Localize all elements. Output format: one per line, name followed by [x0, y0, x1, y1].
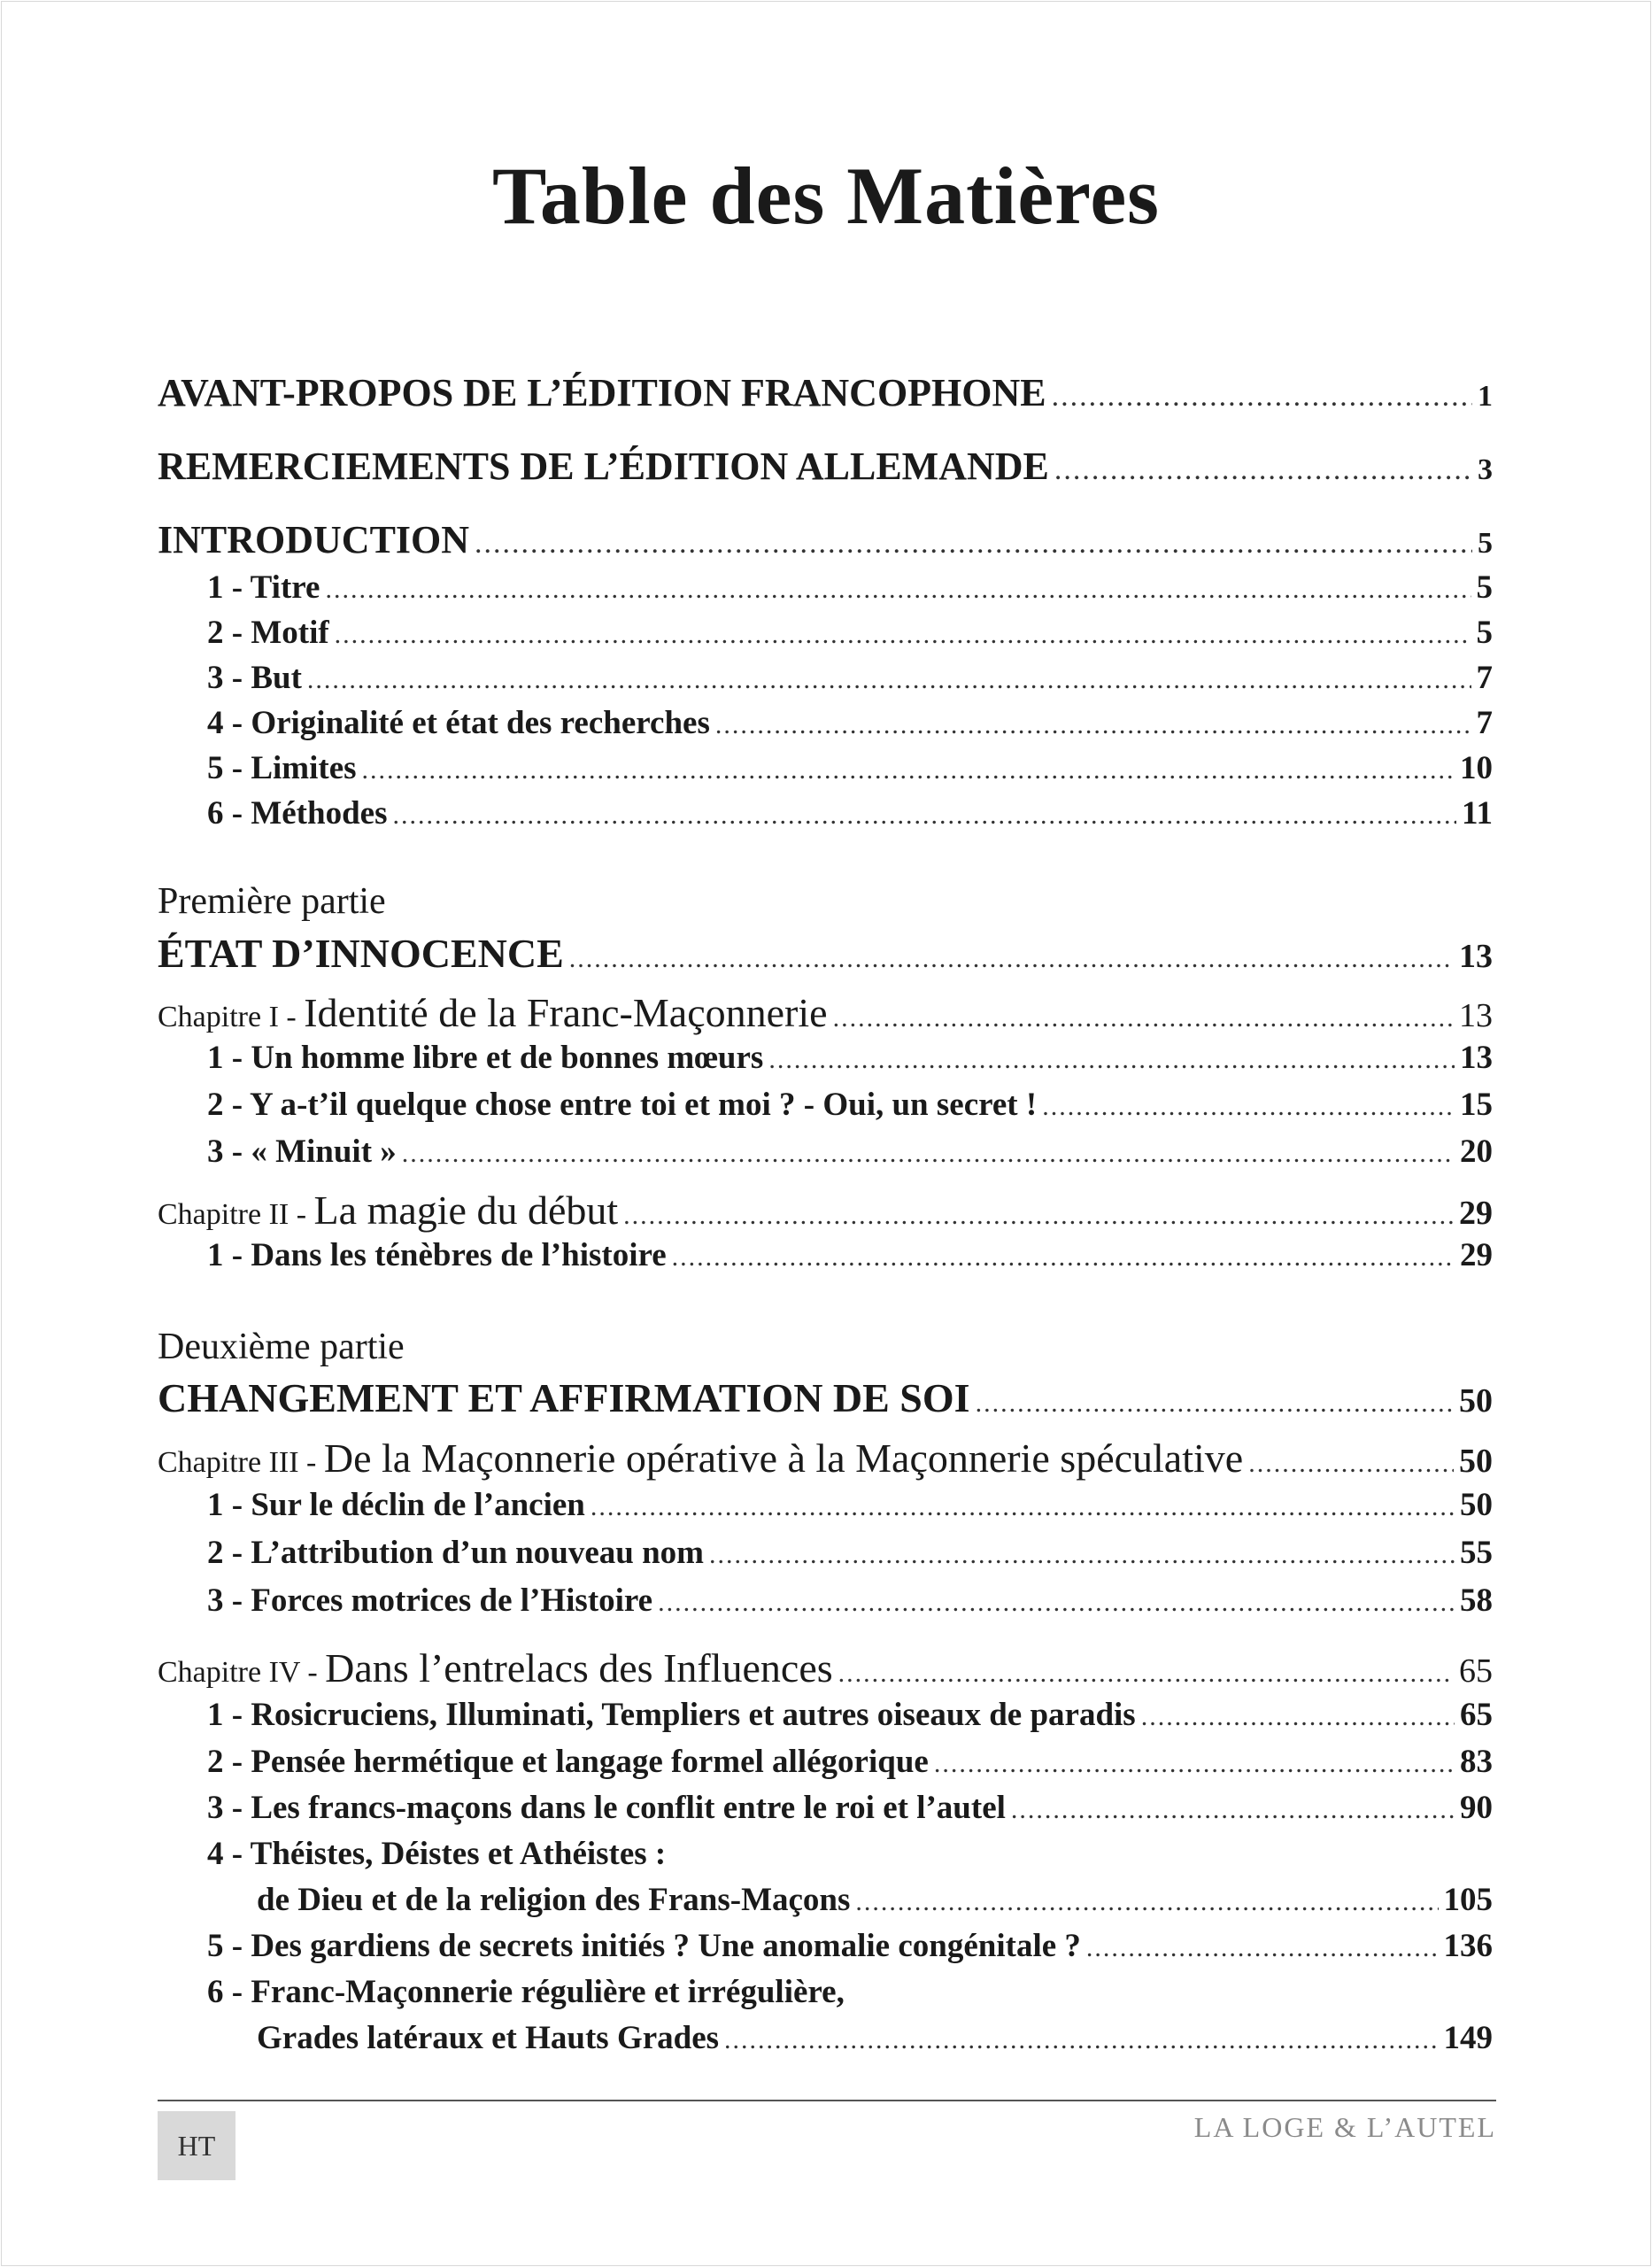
- toc-item-page: 55: [1460, 1535, 1493, 1571]
- page-title-text: Table des Matières: [492, 151, 1160, 241]
- toc-item-text: 3 - But: [207, 660, 302, 696]
- toc-part-title[interactable]: [158, 1374, 1493, 1421]
- toc-item-page: 58: [1460, 1582, 1493, 1619]
- toc-chapter[interactable]: [158, 1644, 1493, 1691]
- toc-entry-page: 1: [1478, 380, 1493, 413]
- toc-item-text: 2 - Motif: [207, 615, 329, 651]
- toc-item-first-line[interactable]: [158, 1835, 1493, 1873]
- toc-item[interactable]: [158, 1789, 1493, 1827]
- toc-item-text: 2 - L’attribution d’un nouveau nom: [207, 1535, 704, 1571]
- leader-dots: [1042, 1092, 1455, 1122]
- toc-item[interactable]: [158, 1236, 1493, 1274]
- chapter-name: De la Maçonnerie opérative à la Maçonnerie spéculative: [323, 1435, 1244, 1481]
- toc-item[interactable]: [158, 1486, 1493, 1524]
- toc-item-page: 65: [1460, 1697, 1493, 1733]
- part-label: Deuxième partie: [158, 1327, 405, 1367]
- toc-item-page: 29: [1460, 1237, 1493, 1273]
- toc-item-page: 105: [1443, 1882, 1493, 1918]
- toc-item[interactable]: [158, 749, 1493, 787]
- leader-dots: [1054, 453, 1472, 487]
- chapter-page: 65: [1459, 1652, 1493, 1690]
- chapter-name: Dans l’entrelacs des Influences: [325, 1645, 833, 1691]
- toc-item-text: 3 - Forces motrices de l’Histoire: [207, 1582, 653, 1619]
- toc-item[interactable]: [158, 1582, 1493, 1620]
- toc-item-page: 11: [1462, 795, 1493, 832]
- chapter-heading: [158, 1644, 833, 1691]
- chapter-label: Chapitre I -: [158, 1001, 305, 1033]
- toc-item-page: 10: [1460, 750, 1493, 786]
- toc-item-text: 5 - Des gardiens de secrets initiés ? Une anomalie congénitale ?: [207, 1928, 1081, 1964]
- toc-item-page: 15: [1460, 1087, 1493, 1123]
- toc-item[interactable]: [158, 1696, 1493, 1734]
- toc-item[interactable]: [158, 1086, 1493, 1124]
- toc-item-page: 7: [1476, 705, 1493, 741]
- toc-item-page: 20: [1460, 1134, 1493, 1170]
- toc-item[interactable]: [158, 704, 1493, 742]
- leader-dots: [1248, 1449, 1454, 1479]
- toc-entry-text: REMERCIEMENTS DE L’ÉDITION ALLEMANDE: [158, 445, 1049, 488]
- footer-book-title: LA LOGE & L’AUTEL: [1193, 2111, 1496, 2143]
- toc-item[interactable]: [158, 1927, 1493, 1965]
- leader-dots: [709, 1540, 1455, 1570]
- chapter-name: Identité de la Franc-Maçonnerie: [304, 990, 828, 1035]
- leader-dots: [658, 1588, 1455, 1618]
- toc-item-text: 4 - Théistes, Déistes et Athéistes :: [207, 1836, 667, 1872]
- chapter-label: Chapitre IV -: [158, 1656, 326, 1689]
- part-title-text: ÉTAT D’INNOCENCE: [158, 931, 564, 976]
- toc-item-page: 7: [1476, 660, 1493, 696]
- leader-dots: [1086, 1933, 1439, 1963]
- toc-item[interactable]: [158, 1743, 1493, 1781]
- leader-dots: [833, 1003, 1454, 1033]
- toc-chapter[interactable]: [158, 1435, 1493, 1482]
- toc-item-page: 13: [1460, 1040, 1493, 1076]
- toc-item[interactable]: [158, 614, 1493, 652]
- footer-divider: [158, 2100, 1496, 2101]
- toc-item-text: 1 - Titre: [207, 569, 320, 606]
- toc-item[interactable]: [158, 1039, 1493, 1077]
- leader-dots: [1141, 1702, 1455, 1732]
- toc-item-page: 90: [1460, 1790, 1493, 1826]
- toc-entry-text: INTRODUCTION: [158, 518, 470, 561]
- toc-item-continuation[interactable]: [158, 2019, 1493, 2057]
- toc-entry-avant-propos[interactable]: [158, 370, 1493, 415]
- toc-item-text: 5 - Limites: [207, 750, 357, 786]
- leader-dots: [855, 1887, 1438, 1917]
- leader-dots: [715, 710, 1471, 740]
- leader-dots: [724, 2025, 1438, 2055]
- toc-item[interactable]: [158, 659, 1493, 697]
- part-title-page: 13: [1459, 938, 1493, 975]
- toc-item-continuation[interactable]: [158, 1881, 1493, 1919]
- leader-dots: [325, 575, 1471, 605]
- leader-dots: [768, 1045, 1455, 1075]
- leader-dots: [623, 1201, 1454, 1231]
- toc-entry-text: AVANT-PROPOS DE L’ÉDITION FRANCOPHONE: [158, 371, 1046, 414]
- leader-dots: [335, 620, 1471, 650]
- toc-item-page: 5: [1476, 615, 1493, 651]
- leader-dots: [1052, 380, 1472, 414]
- page-title: [0, 151, 1652, 241]
- leader-dots: [591, 1492, 1455, 1522]
- chapter-label: Chapitre II -: [158, 1198, 314, 1231]
- toc-item-text: 3 - Les francs-maçons dans le conflit entre le roi et l’autel: [207, 1790, 1006, 1826]
- part-title-text: CHANGEMENT ET AFFIRMATION DE SOI: [158, 1375, 970, 1420]
- toc-entry-page: 3: [1478, 453, 1493, 486]
- leader-dots: [569, 944, 1454, 974]
- chapter-page: 13: [1459, 997, 1493, 1034]
- leader-dots: [402, 1139, 1455, 1169]
- chapter-heading: [158, 1187, 618, 1234]
- leader-dots: [307, 665, 1471, 695]
- toc-chapter[interactable]: [158, 989, 1493, 1036]
- toc-item-text: 4 - Originalité et état des recherches: [207, 705, 710, 741]
- leader-dots: [475, 527, 1472, 561]
- toc-item-page: 149: [1443, 2020, 1493, 2056]
- toc-item-text: 3 - « Minuit »: [207, 1134, 397, 1170]
- toc-item-page: 136: [1443, 1928, 1493, 1964]
- toc-item[interactable]: [158, 569, 1493, 607]
- footer-badge: HT: [158, 2111, 235, 2180]
- part-label: Première partie: [158, 881, 386, 922]
- leader-dots: [1011, 1795, 1455, 1825]
- chapter-heading: [158, 1435, 1243, 1482]
- chapter-page: 50: [1459, 1443, 1493, 1480]
- toc-item-text: 1 - Un homme libre et de bonnes mœurs: [207, 1040, 764, 1076]
- toc-item-page: 5: [1476, 569, 1493, 606]
- toc-item-first-line[interactable]: [158, 1973, 1493, 2011]
- chapter-heading: [158, 989, 828, 1036]
- leader-dots: [392, 801, 1456, 831]
- toc-item-page: 50: [1460, 1487, 1493, 1523]
- leader-dots: [934, 1749, 1455, 1779]
- part-title-page: 50: [1459, 1382, 1493, 1420]
- toc-item-text: Grades latéraux et Hauts Grades: [257, 2020, 720, 2056]
- toc-item[interactable]: [158, 794, 1493, 832]
- toc-item[interactable]: [158, 1534, 1493, 1572]
- toc-item-text: de Dieu et de la religion des Frans-Maçons: [257, 1882, 851, 1918]
- toc-item-text: 1 - Sur le déclin de l’ancien: [207, 1487, 585, 1523]
- chapter-page: 29: [1459, 1195, 1493, 1232]
- leader-dots: [362, 755, 1455, 785]
- toc-part-title[interactable]: [158, 930, 1493, 977]
- toc-item-text: 1 - Rosicruciens, Illuminati, Templiers et autres oiseaux de paradis: [207, 1697, 1136, 1733]
- toc-item[interactable]: [158, 1133, 1493, 1171]
- toc-item-text: 6 - Franc-Maçonnerie régulière et irrégulière,: [207, 1974, 845, 2010]
- leader-dots: [672, 1242, 1455, 1273]
- toc-item-text: 1 - Dans les ténèbres de l’histoire: [207, 1237, 667, 1273]
- toc-entry-introduction[interactable]: [158, 517, 1493, 562]
- toc-item-text: 2 - Y a-t’il quelque chose entre toi et moi ? - Oui, un secret !: [207, 1087, 1038, 1123]
- toc-entry-page: 5: [1478, 527, 1493, 560]
- leader-dots: [838, 1659, 1454, 1689]
- chapter-name: La magie du début: [313, 1188, 619, 1233]
- chapter-label: Chapitre III -: [158, 1446, 324, 1479]
- toc-item-text: 6 - Méthodes: [207, 795, 388, 832]
- toc-item-page: 83: [1460, 1744, 1493, 1780]
- toc-item-text: 2 - Pensée hermétique et langage formel allégorique: [207, 1744, 929, 1780]
- toc-chapter[interactable]: [158, 1187, 1493, 1234]
- toc-entry-remerciements[interactable]: [158, 444, 1493, 489]
- leader-dots: [976, 1389, 1454, 1419]
